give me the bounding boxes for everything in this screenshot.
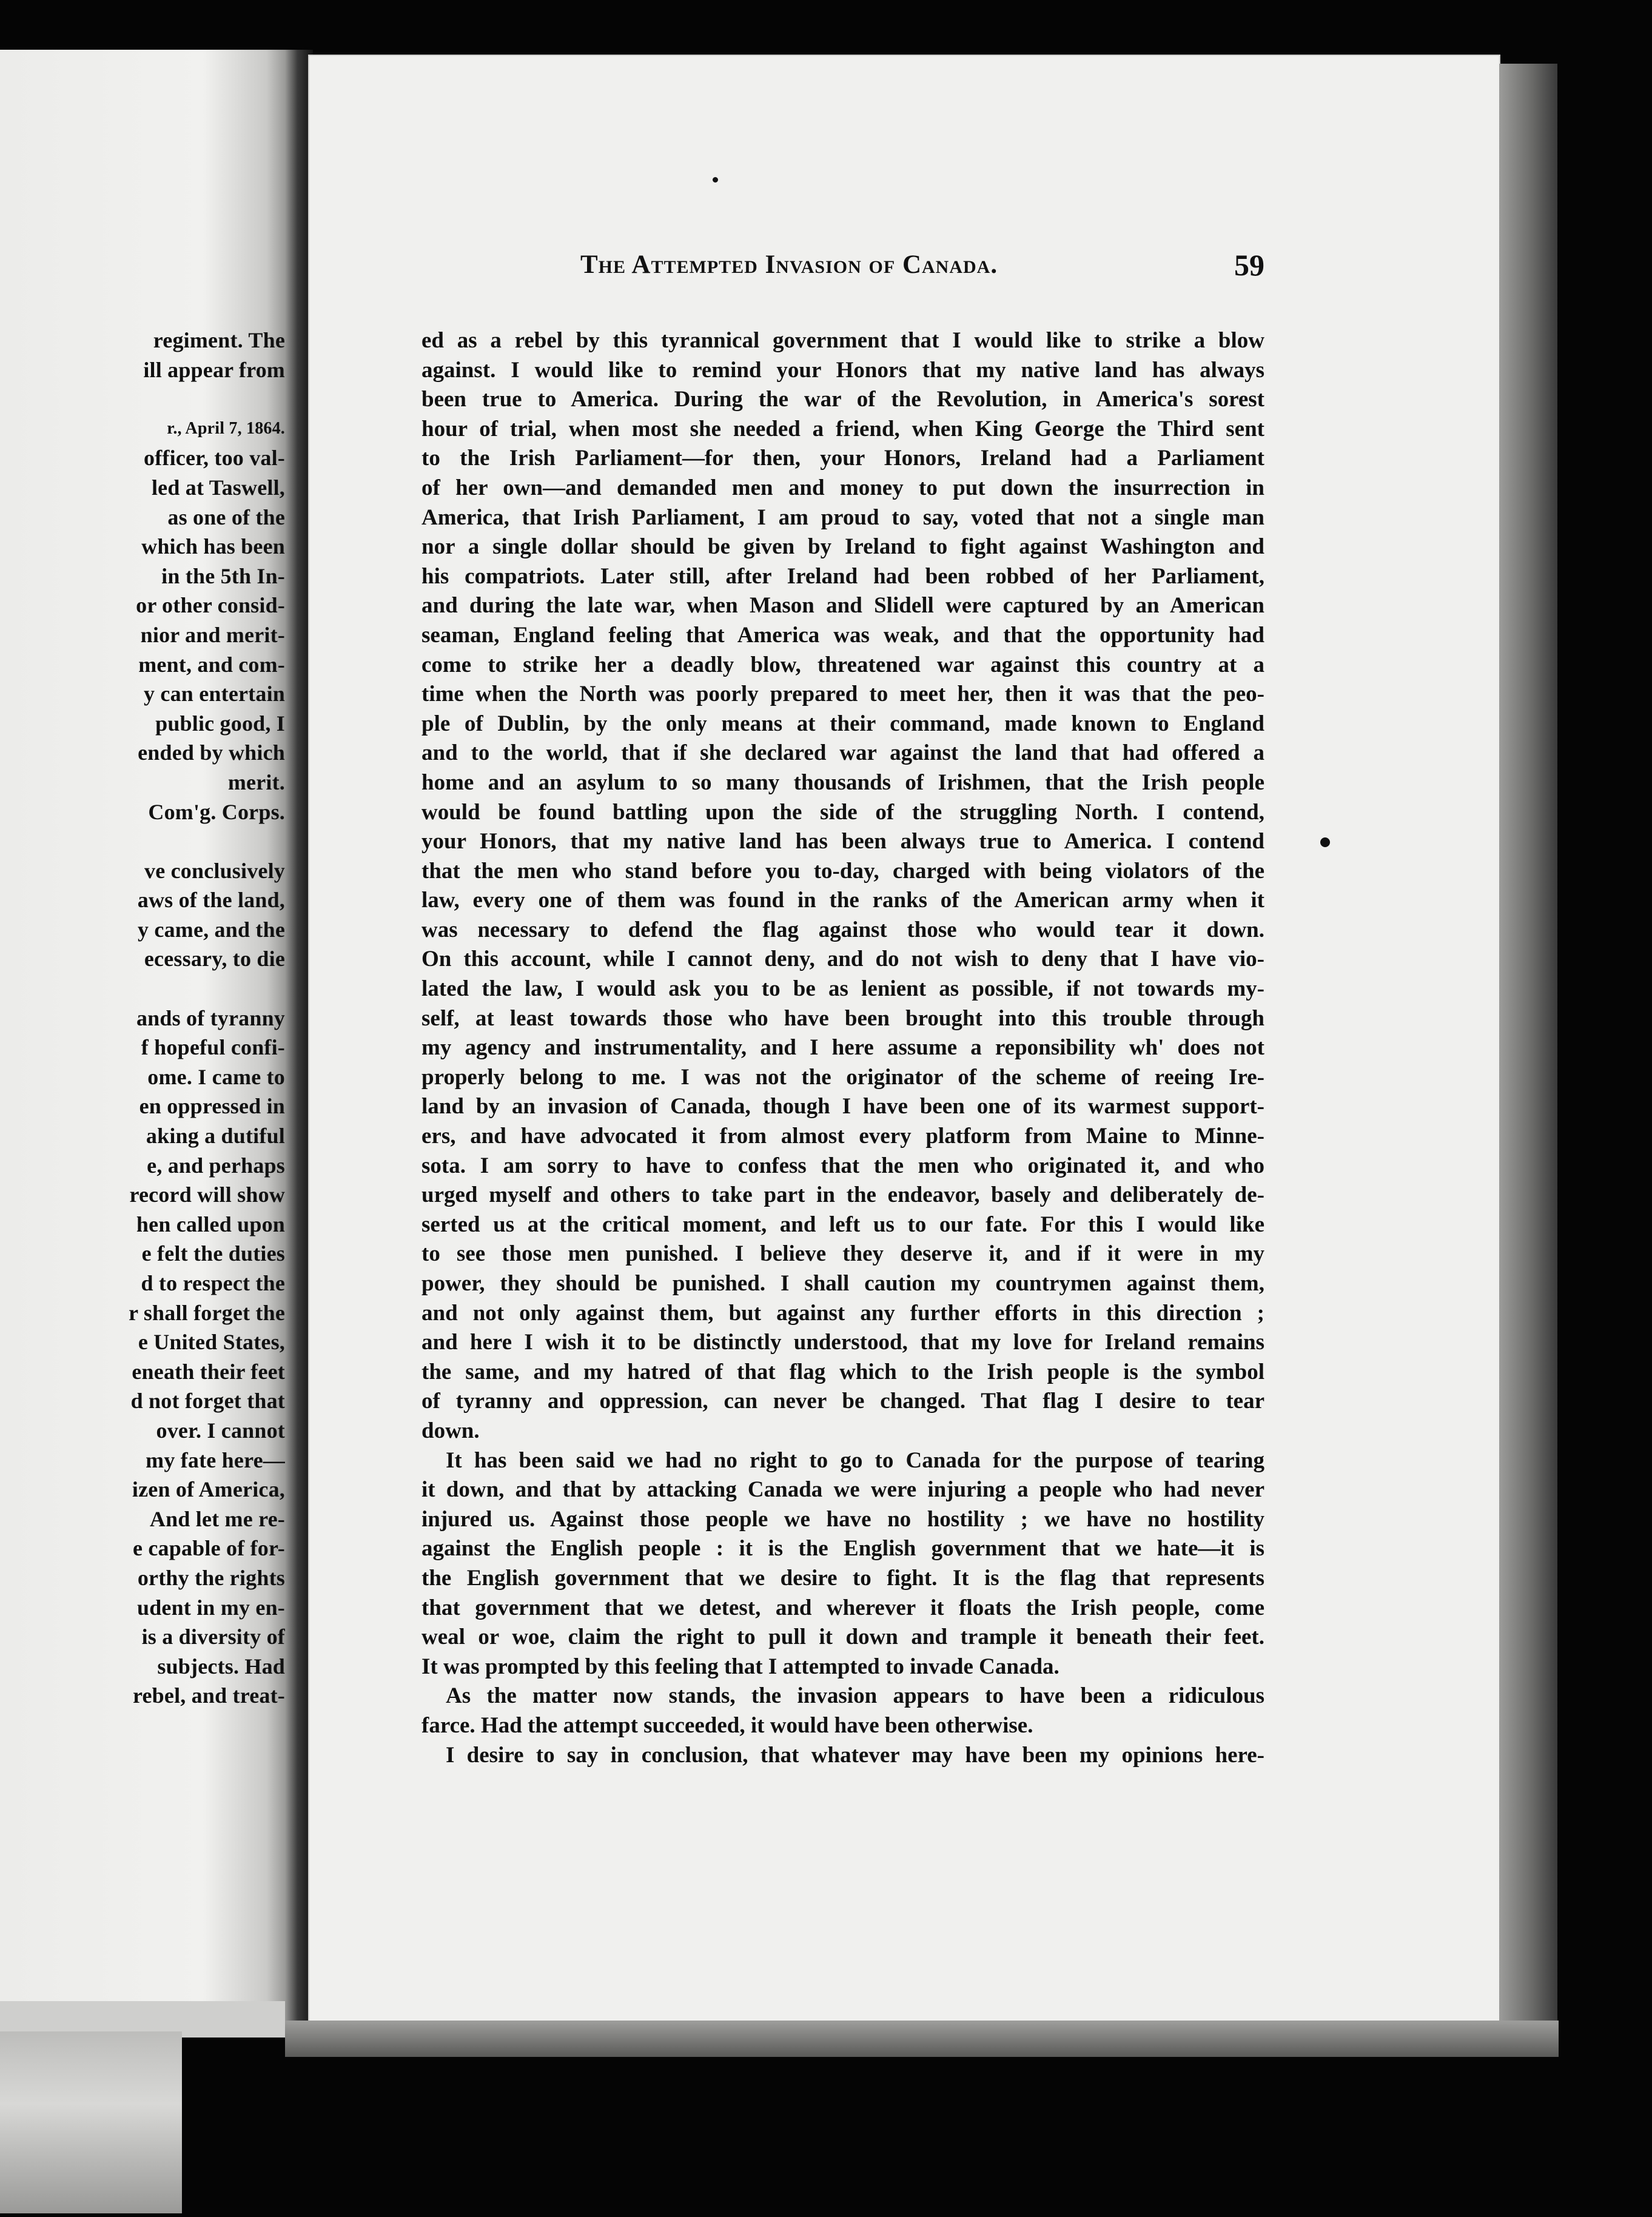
body-text bbox=[421, 326, 1264, 1770]
left-line: regiment. The bbox=[153, 328, 285, 352]
left-line: merit. bbox=[227, 770, 285, 794]
text-line: America, that Irish Parliament, I am proud to say, voted that not a single man bbox=[421, 505, 1264, 530]
left-line: orthy the rights bbox=[137, 1565, 285, 1590]
text-line: ple of Dublin, by the only means at their command, made known to England bbox=[421, 711, 1264, 736]
left-line: ome. I came to bbox=[147, 1064, 285, 1089]
text-line: and during the late war, when Mason and Slidell were captured by an American bbox=[421, 593, 1264, 619]
left-line: d to respect the bbox=[141, 1271, 285, 1295]
text-line: that government that we detest, and wherever it floats the Irish people, come bbox=[421, 1595, 1264, 1620]
text-line: his compatriots. Later still, after Ireland had been robbed of her Parliament, bbox=[421, 563, 1264, 589]
text-line: time when the North was poorly prepared to meet her, then it was that the peo- bbox=[421, 682, 1264, 707]
left-line: y can entertain bbox=[144, 682, 285, 706]
text-line: against. I would like to remind your Honors that my native land has always bbox=[421, 357, 1264, 383]
left-line bbox=[6, 974, 285, 1004]
left-line: en oppressed in bbox=[139, 1094, 285, 1119]
text-line: of her own—and demanded men and money to put down the insurrection in bbox=[421, 475, 1264, 500]
left-line: ecessary, to die bbox=[144, 947, 285, 971]
page-number: 59 bbox=[1234, 248, 1264, 282]
text-line: I desire to say in conclusion, that whatever may have been my opinions here- bbox=[446, 1742, 1264, 1768]
left-line: public good, I bbox=[155, 711, 285, 736]
text-line: the English government that we desire to fight. It is the flag that represents bbox=[421, 1565, 1264, 1591]
left-line: ment, and com- bbox=[138, 652, 285, 677]
left-line: f hopeful confi- bbox=[141, 1035, 285, 1060]
text-line: As the matter now stands, the invasion appears to have been a ridiculous bbox=[446, 1683, 1264, 1709]
text-line: ers, and have advocated it from almost every platform from Maine to Minne- bbox=[421, 1124, 1264, 1149]
text-line: of tyranny and oppression, can never be changed. That flag I desire to tear bbox=[421, 1389, 1264, 1414]
text-line: the same, and my hatred of that flag which to the Irish people is the symbol bbox=[421, 1359, 1264, 1384]
left-line: ended by which bbox=[138, 740, 285, 765]
dust-speck bbox=[713, 177, 718, 183]
text-line: ed as a rebel by this tyrannical government that I would like to strike a blow bbox=[421, 328, 1264, 353]
left-line: as one of the bbox=[167, 505, 285, 529]
left-line: e felt the duties bbox=[141, 1241, 285, 1266]
text-line: and not only against them, but against any further efforts in this direction ; bbox=[421, 1300, 1264, 1326]
text-line: properly belong to me. I was not the originator of the scheme of reeing Ire- bbox=[421, 1064, 1264, 1090]
page-title: The Attempted Invasion of Canada. bbox=[580, 250, 998, 279]
text-line: nor a single dollar should be given by Ireland to fight against Washington and bbox=[421, 534, 1264, 560]
text-line: urged myself and others to take part in the endeavor, basely and deliberately de- bbox=[421, 1182, 1264, 1208]
text-line: come to strike her a deadly blow, threatened war against this country at a bbox=[421, 652, 1264, 677]
text-line: farce. Had the attempt succeeded, it would have been otherwise. bbox=[421, 1712, 1033, 1738]
text-line: It has been said we had no right to go to Canada for the purpose of tearing bbox=[446, 1447, 1264, 1473]
left-line: e capable of for- bbox=[133, 1536, 285, 1561]
left-line: ve conclusively bbox=[144, 858, 285, 883]
text-line: It was prompted by this feeling that I attempted to invade Canada. bbox=[421, 1654, 1059, 1679]
dust-speck bbox=[1320, 837, 1330, 847]
left-line: in the 5th In- bbox=[161, 563, 285, 588]
left-line: my fate here— bbox=[146, 1447, 285, 1472]
left-line: e United States, bbox=[138, 1330, 285, 1355]
left-line: rebel, and treat- bbox=[132, 1683, 285, 1708]
left-line: nior and merit- bbox=[140, 622, 285, 647]
text-line: serted us at the critical moment, and left us to our fate. For this I would like bbox=[421, 1212, 1264, 1237]
text-line: seaman, England feeling that America was weak, and that the opportunity had bbox=[421, 622, 1264, 648]
left-line: subjects. Had bbox=[157, 1654, 285, 1679]
left-page-text bbox=[6, 326, 285, 1711]
left-facing-page bbox=[0, 50, 290, 2031]
text-line: down. bbox=[421, 1418, 480, 1443]
left-line: r., April 7, 1864. bbox=[167, 418, 285, 438]
text-line: self, at least towards those who have been brought into this trouble through bbox=[421, 1005, 1264, 1031]
right-page-stack-edge bbox=[1499, 64, 1557, 2056]
left-line: over. I cannot bbox=[156, 1418, 285, 1443]
left-page-stack-edge bbox=[0, 2031, 182, 2213]
text-line: your Honors, that my native land has been always true to America. I contend bbox=[421, 829, 1264, 854]
text-line: that the men who stand before you to-day, charged with being violators of the bbox=[421, 858, 1264, 884]
left-line: which has been bbox=[141, 534, 285, 559]
text-line: was necessary to defend the flag against those who would tear it down. bbox=[421, 917, 1264, 942]
text-line: lated the law, I would ask you to be as lenient as possible, if not towards my- bbox=[421, 976, 1264, 1002]
left-line: udent in my en- bbox=[136, 1595, 285, 1620]
left-line: r shall forget the bbox=[129, 1300, 285, 1325]
page-bottom-edge bbox=[285, 2021, 1559, 2057]
left-line: officer, too val- bbox=[144, 446, 285, 471]
left-line: izen of America, bbox=[132, 1477, 285, 1502]
text-line: would be found battling upon the side of the struggling North. I contend, bbox=[421, 799, 1264, 825]
text-line: hour of trial, when most she needed a friend, when King George the Third sent bbox=[421, 416, 1264, 441]
text-line: my agency and instrumentality, and I here assume a reponsibility wh' does not bbox=[421, 1035, 1264, 1061]
text-line: against the English people : it is the English government that we hate—it is bbox=[421, 1536, 1264, 1561]
text-line: home and an asylum to so many thousands of Irishmen, that the Irish people bbox=[421, 770, 1264, 795]
text-line: weal or woe, claim the right to pull it down and trample it beneath their feet. bbox=[421, 1625, 1264, 1650]
left-line: ill appear from bbox=[143, 357, 285, 382]
left-line: is a diversity of bbox=[141, 1625, 285, 1649]
left-line: ands of tyranny bbox=[136, 1005, 285, 1030]
text-line: to the Irish Parliament—for then, your Honors, Ireland had a Parliament bbox=[421, 446, 1264, 471]
left-line: e, and perhaps bbox=[147, 1153, 285, 1178]
left-line: hen called upon bbox=[136, 1212, 285, 1236]
left-line: d not forget that bbox=[130, 1389, 285, 1414]
left-line: or other consid- bbox=[136, 593, 285, 618]
text-line: injured us. Against those people we have no hostility ; we have no hostility bbox=[421, 1506, 1264, 1532]
left-line: y came, and the bbox=[138, 917, 285, 942]
text-line: it down, and that by attacking Canada we were injuring a people who had never bbox=[421, 1477, 1264, 1503]
text-line: power, they should be punished. I shall caution my countrymen against them, bbox=[421, 1271, 1264, 1296]
text-line: sota. I am sorry to have to confess that the men who originated it, and who bbox=[421, 1153, 1264, 1178]
running-header bbox=[421, 250, 1264, 286]
left-line bbox=[6, 827, 285, 856]
left-line: record will show bbox=[129, 1182, 285, 1207]
left-line: And let me re- bbox=[149, 1506, 285, 1531]
left-line: aking a dutiful bbox=[146, 1124, 285, 1149]
left-line: Com'g. Corps. bbox=[148, 799, 285, 824]
text-line: and to the world, that if she declared war against the land that had offered a bbox=[421, 740, 1264, 766]
text-line: law, every one of them was found in the ranks of the American army when it bbox=[421, 888, 1264, 913]
text-line: and here I wish it to be distinctly understood, that my love for Ireland remains bbox=[421, 1330, 1264, 1355]
text-line: to see those men punished. I believe they deserve it, and if it were in my bbox=[421, 1241, 1264, 1267]
left-line: led at Taswell, bbox=[151, 475, 285, 500]
text-line: land by an invasion of Canada, though I have been one of its warmest support- bbox=[421, 1094, 1264, 1119]
text-line: been true to America. During the war of the Revolution, in America's sorest bbox=[421, 387, 1264, 412]
left-line: eneath their feet bbox=[132, 1359, 285, 1384]
left-line: aws of the land, bbox=[137, 888, 285, 913]
text-line: On this account, while I cannot deny, and do not wish to deny that I have vio- bbox=[421, 947, 1264, 972]
left-line bbox=[6, 384, 285, 414]
